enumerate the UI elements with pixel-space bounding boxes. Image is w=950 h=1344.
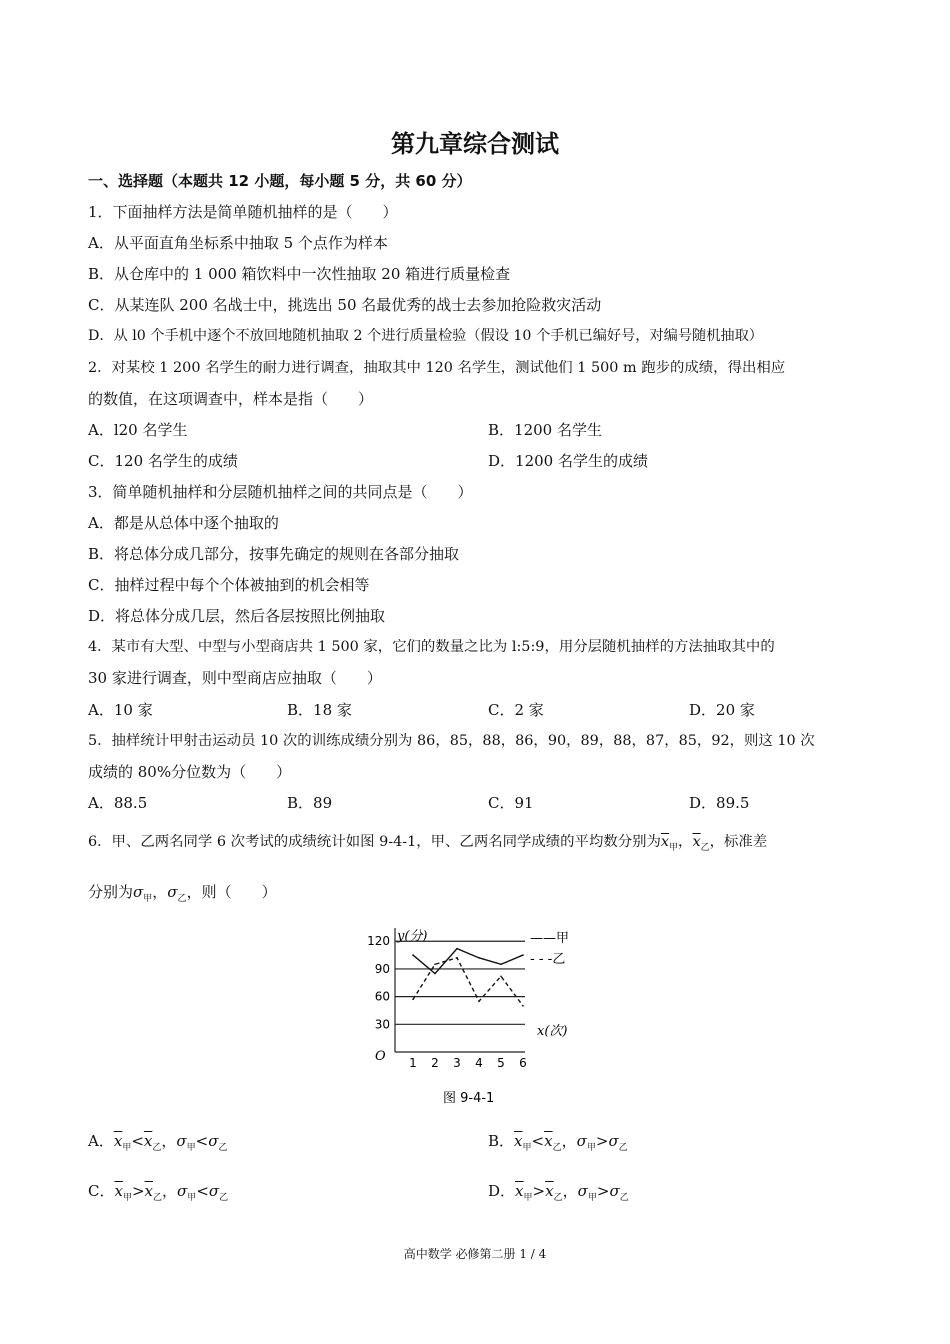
q2-stem-line2: 的数值，在这项调查中，样本是指（ ） — [88, 390, 374, 408]
q1-option-c: C．从某连队 200 名战士中，挑选出 50 名最优秀的战士去参加抢险救灾活动 — [88, 296, 602, 314]
mean-symbol: $\overline{x}$ — [544, 1132, 553, 1150]
q6-option-a — [88, 1131, 228, 1158]
chart-caption: 图 9-4-1 — [443, 1091, 495, 1106]
comma: ， — [562, 1182, 578, 1200]
sigma-symbol: σ — [576, 1132, 587, 1150]
sub-label: 乙 — [553, 1193, 563, 1203]
comma: ， — [678, 834, 693, 850]
page-footer: 高中数学 必修第二册 1 / 4 — [403, 1247, 547, 1261]
q5-option-c: C．91 — [488, 794, 534, 812]
chart-point — [412, 954, 414, 956]
sub-label: 乙 — [700, 842, 710, 853]
sub-label: 乙 — [618, 1143, 628, 1153]
mean-symbol: $\overline{x}$ — [114, 1182, 123, 1200]
q6-stem-text-d: ，则（ ） — [186, 883, 277, 901]
sigma-symbol: σ — [177, 1182, 188, 1200]
chart-point — [478, 957, 480, 959]
mean-symbol: $\overline{x}$ — [692, 834, 701, 850]
q3-option-a: A．都是从总体中逐个抽取的 — [88, 514, 279, 532]
q5-stem-line1: 5．抽样统计甲射击运动员 10 次的训练成绩分别为 86，85，88，86，90，89，88，87，85，92，则这 10 次 — [88, 733, 815, 749]
sub-label: 甲 — [669, 842, 679, 853]
sub-label: 乙 — [619, 1193, 629, 1203]
q6-option-b — [488, 1131, 628, 1158]
sigma-symbol: σ — [208, 1182, 220, 1200]
q4-stem-line1: 4．某市有大型、中型与小型商店共 1 500 家，它们的数量之比为 l:5:9，用分层随机抽样的方法抽取其中的 — [88, 639, 775, 655]
q6-option-d — [488, 1181, 629, 1208]
chart-point — [434, 973, 436, 975]
q2-option-b: B．1200 名学生 — [488, 421, 602, 439]
q5-option-d: D．89.5 — [689, 794, 750, 812]
option-label: D． — [488, 1182, 516, 1200]
q6-stem-text-b: ，标准差 — [709, 834, 768, 850]
option-label: B． — [488, 1132, 515, 1150]
q4-option-c: C．2 家 — [488, 701, 544, 719]
option-label: A． — [88, 1132, 114, 1150]
mean-symbol: $\overline{x}$ — [144, 1182, 154, 1200]
relation: < — [131, 1132, 144, 1150]
sigma-symbol: σ — [167, 883, 178, 901]
chart-y-tick-label: 120 — [367, 934, 390, 949]
sub-label: 乙 — [152, 1143, 162, 1153]
sub-label: 乙 — [219, 1193, 229, 1203]
chart-x-axis-label: x(次) — [537, 1024, 568, 1039]
sub-label: 乙 — [218, 1143, 228, 1153]
sub-label: 甲 — [122, 1143, 132, 1153]
sub-label: 甲 — [186, 1143, 196, 1153]
chart-x-tick-label: 6 — [519, 1056, 527, 1070]
chart-point — [522, 1005, 524, 1007]
chart-x-tick-label: 4 — [475, 1056, 483, 1070]
chart-y-tick-label: 60 — [374, 989, 390, 1004]
q3-stem: 3．简单随机抽样和分层随机抽样之间的共同点是（ ） — [88, 483, 473, 501]
q1-option-b: B．从仓库中的 1 000 箱饮料中一次性抽取 20 箱进行质量检查 — [88, 265, 511, 283]
section-heading: 一、选择题（本题共 12 小题，每小题 5 分，共 60 分） — [88, 172, 472, 190]
page-title: 第九章综合测试 — [391, 130, 559, 158]
sub-label: 甲 — [522, 1143, 532, 1153]
chart-point — [456, 948, 458, 950]
sub-label: 乙 — [153, 1193, 163, 1203]
chart-x-tick-label: 2 — [431, 1056, 439, 1070]
q4-option-a: A．10 家 — [88, 701, 153, 719]
relation: > — [595, 1132, 609, 1150]
q4-stem-line2: 30 家进行调查，则中型商店应抽取（ ） — [88, 669, 382, 687]
comma: ， — [161, 1132, 177, 1150]
q1-stem: 1．下面抽样方法是简单随机抽样的是（ ） — [88, 203, 398, 221]
mean-symbol: $\overline{x}$ — [143, 1132, 153, 1150]
mean-symbol: $\overline{x}$ — [545, 1182, 554, 1200]
mean-symbol: $\overline{x}$ — [113, 1132, 123, 1150]
chart-origin-label: O — [375, 1049, 386, 1064]
q2-stem-line1: 2．对某校 1 200 名学生的耐力进行调查，抽取其中 120 名学生，测试他们 1 500 m 跑步的成绩，得出相应 — [88, 360, 786, 376]
q6-stem-text-a: 6．甲、乙两名同学 6 次考试的成绩统计如图 9-4-1，甲、乙两名同学成绩的平均数分别为 — [88, 834, 661, 850]
mean-symbol: $\overline{x}$ — [515, 1182, 524, 1200]
relation: < — [196, 1182, 209, 1200]
sigma-symbol: σ — [208, 1132, 219, 1150]
relation: < — [195, 1132, 209, 1150]
q4-option-d: D．20 家 — [689, 701, 755, 719]
option-label: C． — [88, 1182, 115, 1200]
sub-label: 乙 — [552, 1143, 562, 1153]
q6-stem-line2 — [88, 882, 277, 909]
relation: > — [131, 1182, 145, 1200]
chart-y-tick-label: 30 — [374, 1017, 390, 1032]
q2-option-a: A．l20 名学生 — [88, 421, 188, 439]
chart-point — [434, 964, 436, 966]
mean-symbol: $\overline{x}$ — [660, 834, 670, 850]
comma: ， — [162, 1182, 178, 1200]
q3-option-d: D．将总体分成几层，然后各层按照比例抽取 — [88, 607, 386, 625]
chart-x-tick-label: 1 — [409, 1056, 417, 1070]
sub-label: 甲 — [523, 1193, 533, 1203]
sub-label: 乙 — [177, 894, 187, 904]
chart-point — [412, 999, 414, 1001]
sub-label: 甲 — [122, 1193, 132, 1203]
q3-option-c: C．抽样过程中每个个体被抽到的机会相等 — [88, 576, 370, 594]
sub-label: 甲 — [143, 894, 153, 904]
q1-option-a: A．从平面直角坐标系中抽取 5 个点作为样本 — [88, 234, 388, 252]
chart-x-tick-label: 3 — [453, 1056, 461, 1070]
q6-option-c — [88, 1181, 228, 1208]
sigma-symbol: σ — [609, 1182, 620, 1200]
q5-stem-line2: 成绩的 80%分位数为（ ） — [88, 763, 292, 781]
q5-option-b: B．89 — [287, 794, 333, 812]
q3-option-b: B．将总体分成几部分，按事先确定的规则在各部分抽取 — [88, 545, 460, 563]
chart-y-axis-label: y(分) — [397, 929, 428, 944]
relation: > — [532, 1182, 546, 1200]
q2-option-d: D．1200 名学生的成绩 — [488, 452, 648, 470]
chart-point — [456, 957, 458, 959]
sub-label: 甲 — [586, 1143, 596, 1153]
chart-series-line-jia — [413, 949, 523, 974]
q6-stem-line1 — [88, 832, 767, 858]
chart-legend-jia: ——甲 — [530, 931, 570, 946]
sub-label: 甲 — [187, 1193, 197, 1203]
sigma-symbol: σ — [577, 1182, 588, 1200]
chart-series-line-yi — [413, 958, 523, 1006]
sigma-symbol: σ — [176, 1132, 187, 1150]
sigma-symbol: σ — [608, 1132, 619, 1150]
relation: < — [531, 1132, 545, 1150]
score-line-chart — [355, 922, 585, 1112]
mean-symbol: $\overline{x}$ — [514, 1132, 523, 1150]
q6-stem-text-c: 分别为 — [88, 883, 134, 901]
relation: > — [596, 1182, 610, 1200]
chart-point — [500, 964, 502, 966]
sub-label: 甲 — [587, 1193, 597, 1203]
chart-y-tick-label: 90 — [374, 961, 390, 976]
chart-point — [478, 1000, 480, 1002]
chart-point — [500, 976, 502, 978]
sigma-symbol: σ — [133, 883, 144, 901]
q1-option-d: D．从 l0 个手机中逐个不放回地随机抽取 2 个进行质量检验（假设 10 个手机已编好号，对编号随机抽取） — [88, 328, 763, 344]
q5-option-a: A．88.5 — [88, 794, 148, 812]
q4-option-b: B．18 家 — [287, 701, 352, 719]
chart-x-tick-label: 5 — [497, 1056, 505, 1070]
chart-legend-yi: - - -乙 — [530, 952, 566, 967]
q2-option-c: C．120 名学生的成绩 — [88, 452, 238, 470]
comma: ， — [152, 883, 168, 901]
chart-point — [522, 954, 524, 956]
comma: ， — [561, 1132, 577, 1150]
